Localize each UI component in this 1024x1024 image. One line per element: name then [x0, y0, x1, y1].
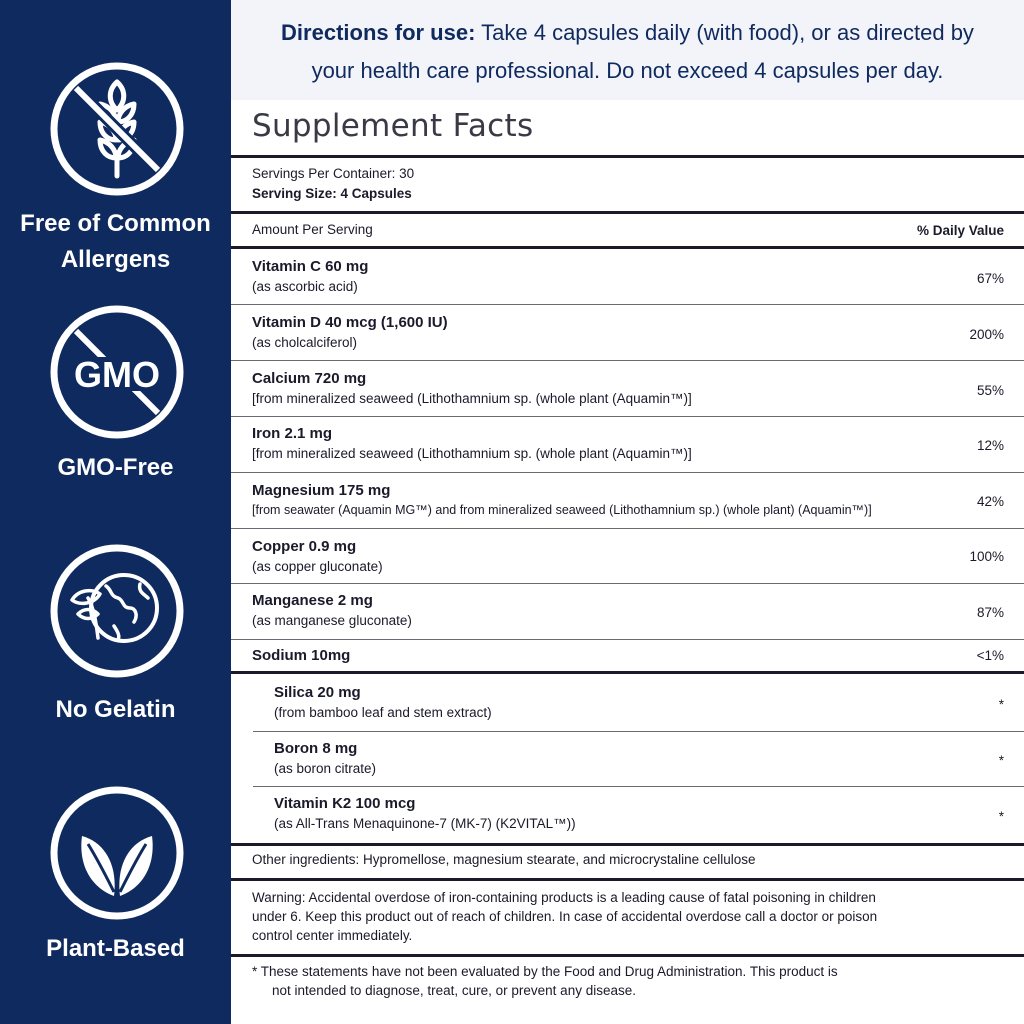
directions-banner [231, 0, 1024, 100]
warning-line: under 6. Keep this product out of reach of children. In case of accidental overdose call a doctor or poison [252, 909, 878, 924]
divider [231, 671, 1024, 674]
nutrient-daily-value: * [998, 753, 1004, 768]
directions-text-2: your health care professional. Do not exceed 4 capsules per day. [311, 58, 944, 83]
nutrient-daily-value: 100% [969, 549, 1004, 564]
nutrient-name: Vitamin D 40 mcg (1,600 IU) [252, 314, 448, 331]
nutrient-name: Calcium 720 mg [252, 370, 367, 387]
badge-label-gmo [0, 450, 231, 486]
directions-line-1 [251, 14, 1004, 52]
directions-text-1: Take 4 capsules daily (with food), or as directed by [475, 20, 974, 45]
supplement-facts-title: Supplement Facts [252, 108, 534, 144]
badge-label-line: No Gelatin [55, 696, 176, 723]
amount-per-serving-header: Amount Per Serving [252, 222, 373, 237]
badge-label-plant [0, 931, 231, 967]
divider [231, 416, 1024, 417]
nutrient-name: Magnesium 175 mg [252, 482, 391, 499]
nutrient-name: Sodium 10mg [252, 647, 351, 664]
servings-per-container: Servings Per Container: 30 [252, 166, 415, 181]
divider [231, 843, 1024, 846]
disclaimer-line: * These statements have not been evaluated by the Food and Drug Administration. This product is [252, 964, 838, 979]
daily-value-header: % Daily Value [916, 223, 1004, 238]
badge-label-line: Plant-Based [46, 935, 185, 962]
nutrient-source: (as All-Trans Menaquinone-7 (MK-7) (K2VITAL™)) [274, 816, 576, 831]
nutrient-source: (from bamboo leaf and stem extract) [274, 705, 492, 720]
gmo-icon-text: GMO [74, 354, 160, 395]
leaves-icon [48, 784, 186, 922]
nutrient-source: (as copper gluconate) [252, 559, 383, 574]
no-gmo-icon [48, 303, 186, 441]
serving-size: Serving Size: 4 Capsules [252, 186, 412, 201]
badge-label-line: Free of Common [20, 210, 211, 237]
nutrient-daily-value: 12% [976, 438, 1004, 453]
nutrient-daily-value: 42% [976, 494, 1004, 509]
nutrient-source: [from mineralized seaweed (Lithothamnium sp. (whole plant (Aquamin™)] [252, 446, 692, 461]
nutrient-daily-value: 87% [976, 605, 1004, 620]
nutrient-daily-value: 67% [976, 271, 1004, 286]
nutrient-source: (as boron citrate) [274, 761, 377, 776]
badge-label-gelatin [0, 692, 231, 728]
nutrient-name: Manganese 2 mg [252, 592, 373, 609]
nutrient-daily-value: * [998, 697, 1004, 712]
nutrient-source: (as cholcalciferol) [252, 335, 358, 350]
nutrient-source: [from mineralized seaweed (Lithothamnium sp. (whole plant (Aquamin™)] [252, 391, 692, 406]
divider [231, 246, 1024, 249]
divider [231, 954, 1024, 957]
divider [231, 878, 1024, 881]
divider [231, 360, 1024, 361]
divider [231, 639, 1024, 640]
badge-label-line: Allergens [60, 246, 171, 273]
nutrient-source: (as manganese gluconate) [252, 613, 412, 628]
nutrient-name: Vitamin C 60 mg [252, 258, 369, 275]
nutrient-source: [from seawater (Aquamin MG™) and from mineralized seaweed (Lithothamnium sp.) (whole plant) (Aquamin™)] [252, 503, 872, 517]
badge-label-line: GMO-Free [57, 454, 174, 481]
no-wheat-icon [48, 60, 186, 198]
warning-line: Warning: Accidental overdose of iron-containing products is a leading cause of fatal poisoning in children [252, 890, 876, 905]
divider [231, 528, 1024, 529]
badge-label-allergens [0, 206, 231, 278]
nutrient-name: Boron 8 mg [274, 740, 358, 757]
nutrient-source: (as ascorbic acid) [252, 279, 358, 294]
nutrient-name: Iron 2.1 mg [252, 425, 333, 442]
nutrient-name: Vitamin K2 100 mcg [274, 795, 416, 812]
badges-sidebar [0, 0, 231, 1024]
divider [231, 304, 1024, 305]
nutrient-daily-value: 200% [969, 327, 1004, 342]
nutrient-daily-value: * [998, 809, 1004, 824]
nutrient-daily-value: <1% [976, 648, 1004, 663]
divider [231, 583, 1024, 584]
disclaimer-line: not intended to diagnose, treat, cure, or prevent any disease. [272, 983, 636, 998]
directions-heading: Directions for use: [281, 20, 476, 45]
globe-leaf-icon [48, 542, 186, 680]
other-ingredients: Other ingredients: Hypromellose, magnesium stearate, and microcrystaline cellulose [252, 852, 756, 867]
divider [231, 211, 1024, 214]
divider [231, 472, 1024, 473]
warning-line: control center immediately. [252, 928, 413, 943]
nutrient-name: Silica 20 mg [274, 684, 361, 701]
divider [253, 786, 1024, 787]
nutrient-name: Copper 0.9 mg [252, 538, 357, 555]
divider [231, 155, 1024, 158]
divider [253, 731, 1024, 732]
nutrient-daily-value: 55% [976, 383, 1004, 398]
